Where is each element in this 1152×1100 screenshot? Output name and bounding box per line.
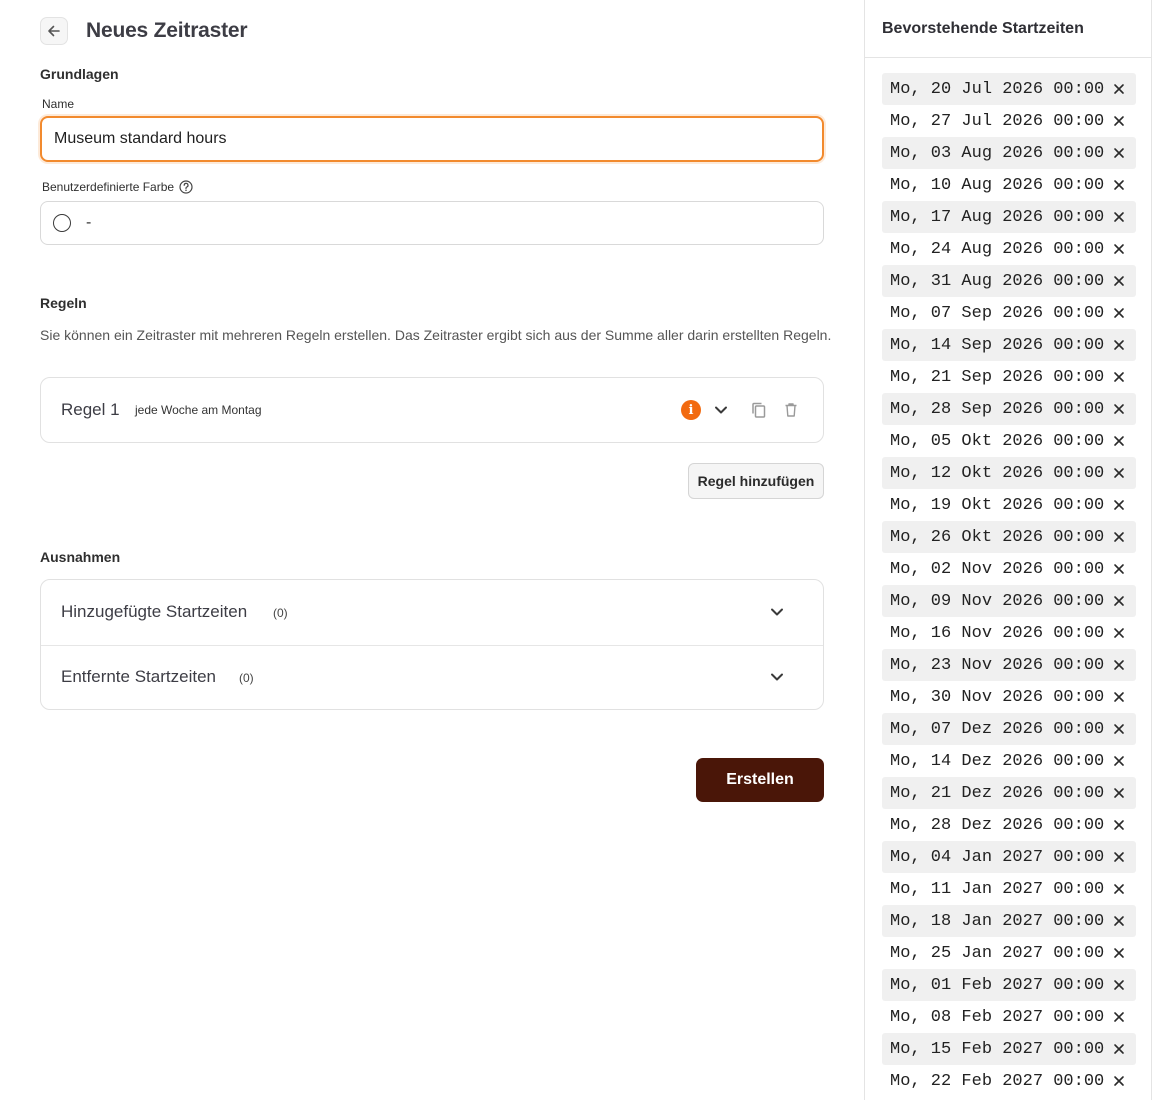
starttime-text: Mo, 08 Feb 2027 00:00 (890, 1007, 1105, 1027)
starttime-row (882, 169, 1136, 201)
starttime-row (882, 777, 1136, 809)
close-icon[interactable] (1112, 1010, 1126, 1024)
close-icon[interactable] (1112, 498, 1126, 512)
removed-starttimes-label: Entfernte Startzeiten (61, 667, 216, 686)
starttime-row (882, 585, 1136, 617)
starttime-row (882, 457, 1136, 489)
starttime-row (882, 745, 1136, 777)
starttime-row (882, 1001, 1136, 1033)
starttime-text: Mo, 18 Jan 2027 00:00 (890, 911, 1105, 931)
starttime-text: Mo, 24 Aug 2026 00:00 (890, 239, 1105, 259)
close-icon[interactable] (1112, 978, 1126, 992)
starttime-row (882, 969, 1136, 1001)
color-swatch[interactable] (53, 214, 71, 232)
starttime-row (882, 841, 1136, 873)
starttime-text: Mo, 28 Dez 2026 00:00 (890, 815, 1105, 835)
starttime-text: Mo, 15 Feb 2027 00:00 (890, 1039, 1105, 1059)
close-icon[interactable] (1112, 242, 1126, 256)
added-starttimes-count: (0) (273, 606, 288, 620)
exceptions-panel (40, 579, 824, 710)
chevron-down-icon[interactable] (767, 667, 787, 687)
close-icon[interactable] (1112, 1042, 1126, 1056)
starttime-row (882, 1065, 1136, 1097)
starttime-row (882, 233, 1136, 265)
arrow-left-icon (46, 23, 62, 39)
close-icon[interactable] (1112, 946, 1126, 960)
starttime-row (882, 425, 1136, 457)
starttime-text: Mo, 14 Sep 2026 00:00 (890, 335, 1105, 355)
color-label (42, 180, 193, 194)
create-button[interactable]: Erstellen (696, 758, 824, 802)
starttime-text: Mo, 05 Okt 2026 00:00 (890, 431, 1105, 451)
trash-icon[interactable] (782, 401, 800, 419)
starttime-text: Mo, 25 Jan 2027 00:00 (890, 943, 1105, 963)
removed-starttimes-row[interactable] (41, 645, 823, 710)
rule-summary: jede Woche am Montag (135, 403, 262, 417)
starttime-text: Mo, 17 Aug 2026 00:00 (890, 207, 1105, 227)
close-icon[interactable] (1112, 82, 1126, 96)
starttime-text: Mo, 27 Jul 2026 00:00 (890, 111, 1105, 131)
close-icon[interactable] (1112, 658, 1126, 672)
starttime-row (882, 73, 1136, 105)
starttime-text: Mo, 21 Sep 2026 00:00 (890, 367, 1105, 387)
starttime-row (882, 617, 1136, 649)
close-icon[interactable] (1112, 466, 1126, 480)
starttime-text: Mo, 20 Jul 2026 00:00 (890, 79, 1105, 99)
starttime-text: Mo, 10 Aug 2026 00:00 (890, 175, 1105, 195)
rule-title: Regel 1 (61, 400, 120, 419)
chevron-down-icon[interactable] (711, 400, 731, 420)
chevron-down-icon[interactable] (767, 602, 787, 622)
starttime-text: Mo, 31 Aug 2026 00:00 (890, 271, 1105, 291)
starttime-text: Mo, 01 Feb 2027 00:00 (890, 975, 1105, 995)
starttime-row (882, 297, 1136, 329)
starttime-row (882, 873, 1136, 905)
basics-heading: Grundlagen (40, 66, 119, 82)
starttime-text: Mo, 26 Okt 2026 00:00 (890, 527, 1105, 547)
close-icon[interactable] (1112, 178, 1126, 192)
name-label: Name (42, 97, 75, 111)
starttime-text: Mo, 12 Okt 2026 00:00 (890, 463, 1105, 483)
removed-starttimes-count: (0) (239, 671, 254, 685)
rules-description: Sie können ein Zeitraster mit mehreren Regeln erstellen. Das Zeitraster ergibt sich aus der Summe aller darin erstellten Regeln. (40, 327, 832, 343)
close-icon[interactable] (1112, 786, 1126, 800)
name-input[interactable] (40, 116, 824, 162)
color-picker-field[interactable] (40, 201, 824, 245)
starttime-row (882, 201, 1136, 233)
starttime-text: Mo, 14 Dez 2026 00:00 (890, 751, 1105, 771)
info-icon[interactable]: i (681, 400, 701, 420)
added-starttimes-row[interactable] (41, 580, 823, 646)
starttime-text: Mo, 16 Nov 2026 00:00 (890, 623, 1105, 643)
close-icon[interactable] (1112, 722, 1126, 736)
close-icon[interactable] (1112, 114, 1126, 128)
starttime-row (882, 905, 1136, 937)
starttime-text: Mo, 30 Nov 2026 00:00 (890, 687, 1105, 707)
sidebar-divider (865, 57, 1151, 58)
starttime-row (882, 1033, 1136, 1065)
close-icon[interactable] (1112, 210, 1126, 224)
starttime-text: Mo, 19 Okt 2026 00:00 (890, 495, 1105, 515)
starttime-text: Mo, 23 Nov 2026 00:00 (890, 655, 1105, 675)
sidebar-title: Bevorstehende Startzeiten (882, 20, 1084, 37)
close-icon[interactable] (1112, 818, 1126, 832)
starttime-row (882, 809, 1136, 841)
starttime-text: Mo, 07 Dez 2026 00:00 (890, 719, 1105, 739)
starttime-row (882, 553, 1136, 585)
upcoming-starttimes-sidebar (864, 0, 1152, 1100)
starttime-row (882, 937, 1136, 969)
starttime-text: Mo, 11 Jan 2027 00:00 (890, 879, 1105, 899)
starttime-list (882, 73, 1136, 1097)
starttime-row (882, 393, 1136, 425)
starttime-text: Mo, 03 Aug 2026 00:00 (890, 143, 1105, 163)
starttime-text: Mo, 21 Dez 2026 00:00 (890, 783, 1105, 803)
close-icon[interactable] (1112, 274, 1126, 288)
close-icon[interactable] (1112, 434, 1126, 448)
close-icon[interactable] (1112, 1074, 1126, 1088)
exceptions-heading: Ausnahmen (40, 549, 121, 565)
close-icon[interactable] (1112, 370, 1126, 384)
starttime-row (882, 105, 1136, 137)
starttime-text: Mo, 02 Nov 2026 00:00 (890, 559, 1105, 579)
close-icon[interactable] (1112, 402, 1126, 416)
close-icon[interactable] (1112, 306, 1126, 320)
starttime-row (882, 681, 1136, 713)
starttime-row (882, 649, 1136, 681)
close-icon[interactable] (1112, 850, 1126, 864)
starttime-row (882, 265, 1136, 297)
rule-card[interactable] (40, 377, 824, 443)
starttime-text: Mo, 09 Nov 2026 00:00 (890, 591, 1105, 611)
color-label-text: Benutzerdefinierte Farbe (42, 180, 175, 194)
starttime-text: Mo, 04 Jan 2027 00:00 (890, 847, 1105, 867)
added-starttimes-label: Hinzugefügte Startzeiten (61, 602, 248, 621)
close-icon[interactable] (1112, 690, 1126, 704)
starttime-row (882, 329, 1136, 361)
close-icon[interactable] (1112, 914, 1126, 928)
close-icon[interactable] (1112, 754, 1126, 768)
rules-heading: Regeln (40, 295, 87, 311)
starttime-row (882, 361, 1136, 393)
starttime-text: Mo, 22 Feb 2027 00:00 (890, 1071, 1105, 1091)
close-icon[interactable] (1112, 626, 1126, 640)
close-icon[interactable] (1112, 338, 1126, 352)
color-value: - (86, 214, 92, 231)
close-icon[interactable] (1112, 882, 1126, 896)
starttime-row (882, 489, 1136, 521)
close-icon[interactable] (1112, 530, 1126, 544)
help-circle-icon[interactable] (179, 180, 193, 194)
starttime-text: Mo, 07 Sep 2026 00:00 (890, 303, 1105, 323)
copy-icon[interactable] (749, 400, 769, 420)
close-icon[interactable] (1112, 594, 1126, 608)
close-icon[interactable] (1112, 562, 1126, 576)
add-rule-button[interactable]: Regel hinzufügen (688, 463, 824, 499)
starttime-row (882, 521, 1136, 553)
back-button[interactable] (40, 17, 68, 45)
starttime-row (882, 137, 1136, 169)
starttime-row (882, 713, 1136, 745)
close-icon[interactable] (1112, 146, 1126, 160)
starttime-text: Mo, 28 Sep 2026 00:00 (890, 399, 1105, 419)
page-title: Neues Zeitraster (86, 19, 248, 42)
